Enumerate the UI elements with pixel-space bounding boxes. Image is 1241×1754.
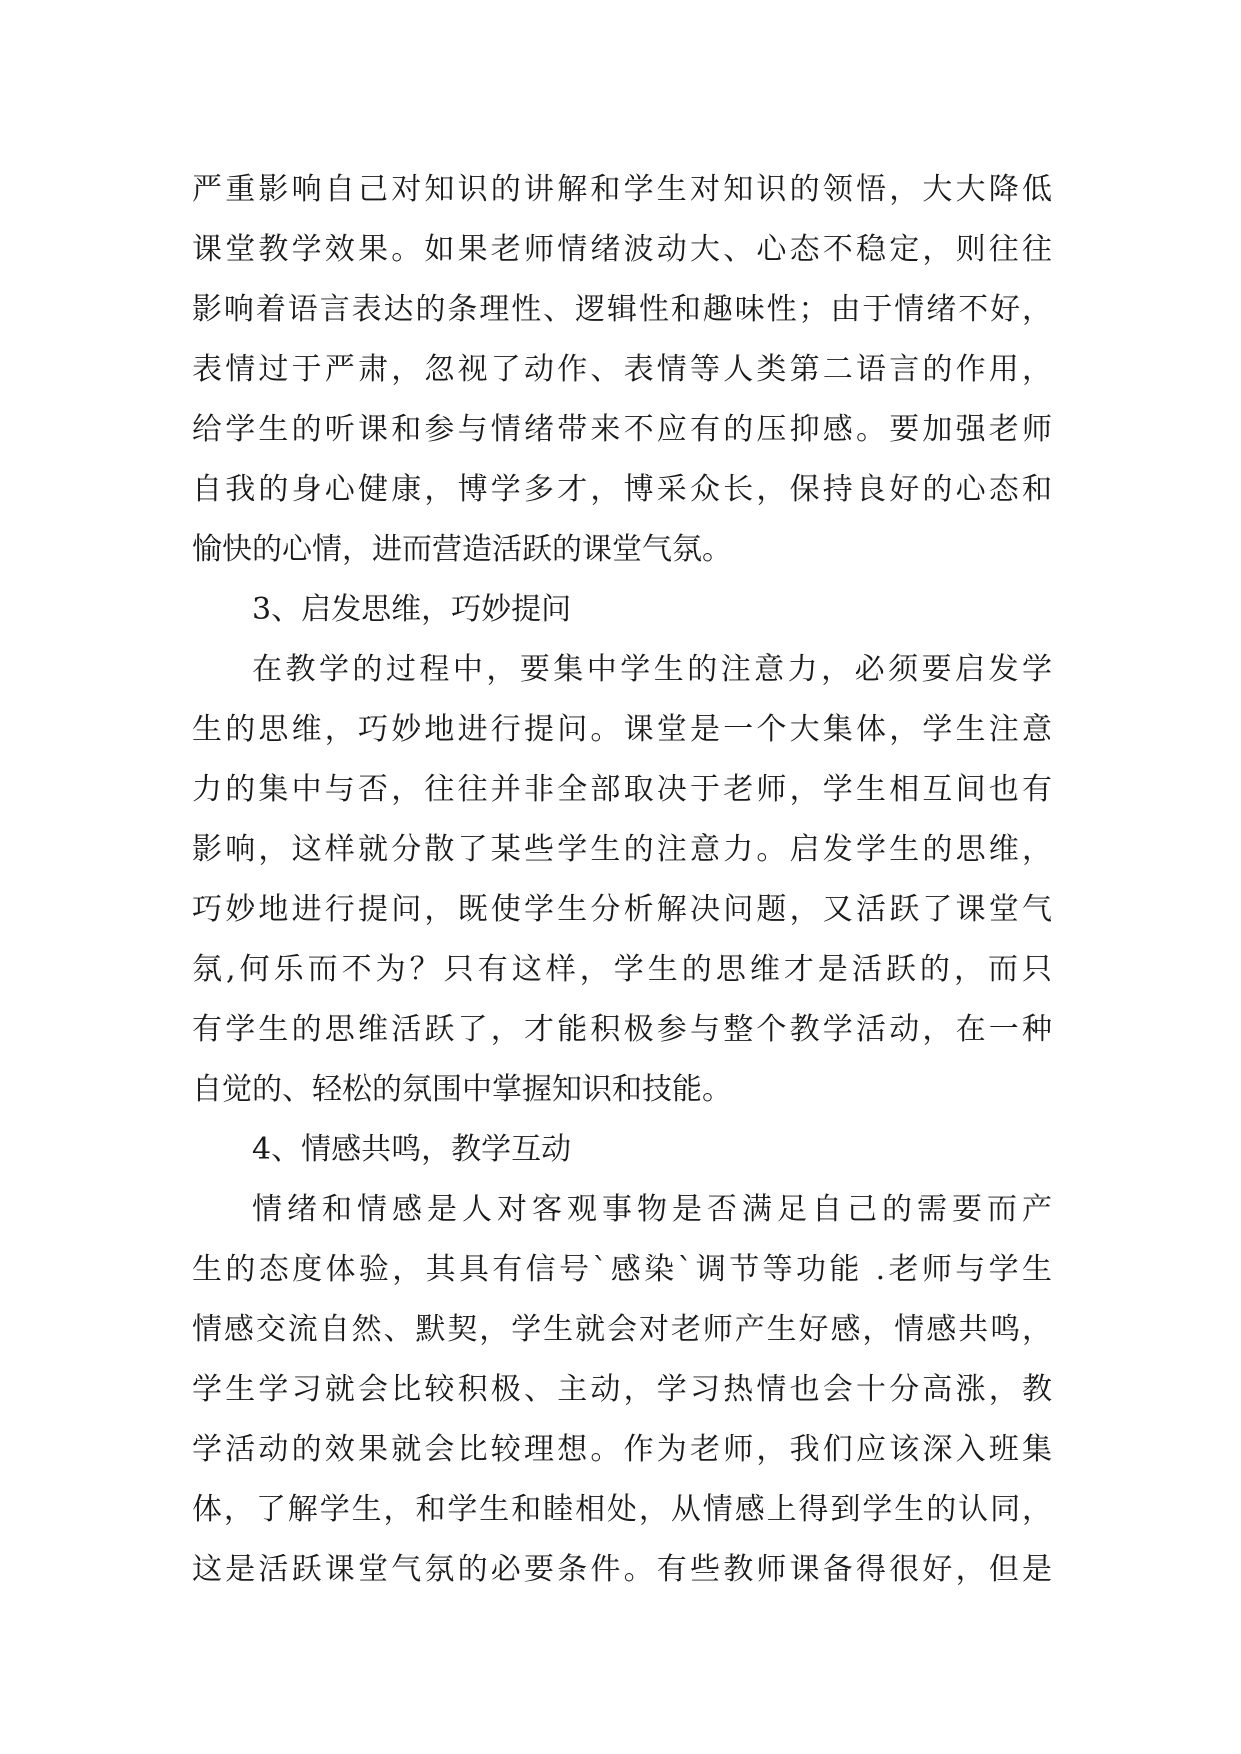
text-line: 影响着语言表达的条理性、逻辑性和趣味性；由于情绪不好， — [192, 292, 1052, 327]
text-line: 这是活跃课堂气氛的必要条件。有些教师课备得很好，但是 — [192, 1552, 1052, 1587]
text-line: 影响，这样就分散了某些学生的注意力。启发学生的思维， — [192, 832, 1052, 867]
text-line: 巧妙地进行提问，既使学生分析解决问题，又活跃了课堂气 — [192, 892, 1052, 927]
text-line: 课堂教学效果。如果老师情绪波动大、心态不稳定，则往往 — [192, 232, 1052, 267]
paragraph-2 — [192, 640, 1052, 1120]
text-line: 力的集中与否，往往并非全部取决于老师，学生相互间也有 — [192, 772, 1052, 807]
text-line: 学活动的效果就会比较理想。作为老师，我们应该深入班集 — [192, 1432, 1052, 1467]
text-line: 生的态度体验，其具有信号`感染`调节等功能 .老师与学生 — [192, 1252, 1052, 1287]
section-heading-3: 3、启发思维，巧妙提问 — [252, 592, 572, 627]
text-line: 氛,何乐而不为？只有这样，学生的思维才是活跃的，而只 — [192, 952, 1052, 987]
section-heading-4: 4、情感共鸣，教学互动 — [252, 1132, 572, 1167]
text-line: 表情过于严肃，忽视了动作、表情等人类第二语言的作用， — [192, 352, 1052, 387]
text-line: 情感交流自然、默契，学生就会对老师产生好感，情感共鸣， — [192, 1312, 1052, 1347]
paragraph-1 — [192, 160, 1052, 580]
text-line: 严重影响自己对知识的讲解和学生对知识的领悟，大大降低 — [192, 172, 1052, 207]
text-line: 自我的身心健康，博学多才，博采众长，保持良好的心态和 — [192, 472, 1052, 507]
paragraph-3 — [192, 1180, 1052, 1600]
text-line: 有学生的思维活跃了，才能积极参与整个教学活动，在一种 — [192, 1012, 1052, 1047]
text-line: 给学生的听课和参与情绪带来不应有的压抑感。要加强老师 — [192, 412, 1052, 447]
text-line: 在教学的过程中，要集中学生的注意力，必须要启发学 — [252, 652, 1052, 687]
text-line: 情绪和情感是人对客观事物是否满足自己的需要而产 — [252, 1192, 1052, 1227]
document-body — [192, 160, 1052, 1600]
text-line: 学生学习就会比较积极、主动，学习热情也会十分高涨，教 — [192, 1372, 1052, 1407]
text-line: 自觉的、轻松的氛围中掌握知识和技能。 — [192, 1072, 732, 1107]
text-line: 体，了解学生，和学生和睦相处，从情感上得到学生的认同， — [192, 1492, 1052, 1527]
text-line: 愉快的心情，进而营造活跃的课堂气氛。 — [192, 532, 732, 567]
text-line: 生的思维，巧妙地进行提问。课堂是一个大集体，学生注意 — [192, 712, 1052, 747]
